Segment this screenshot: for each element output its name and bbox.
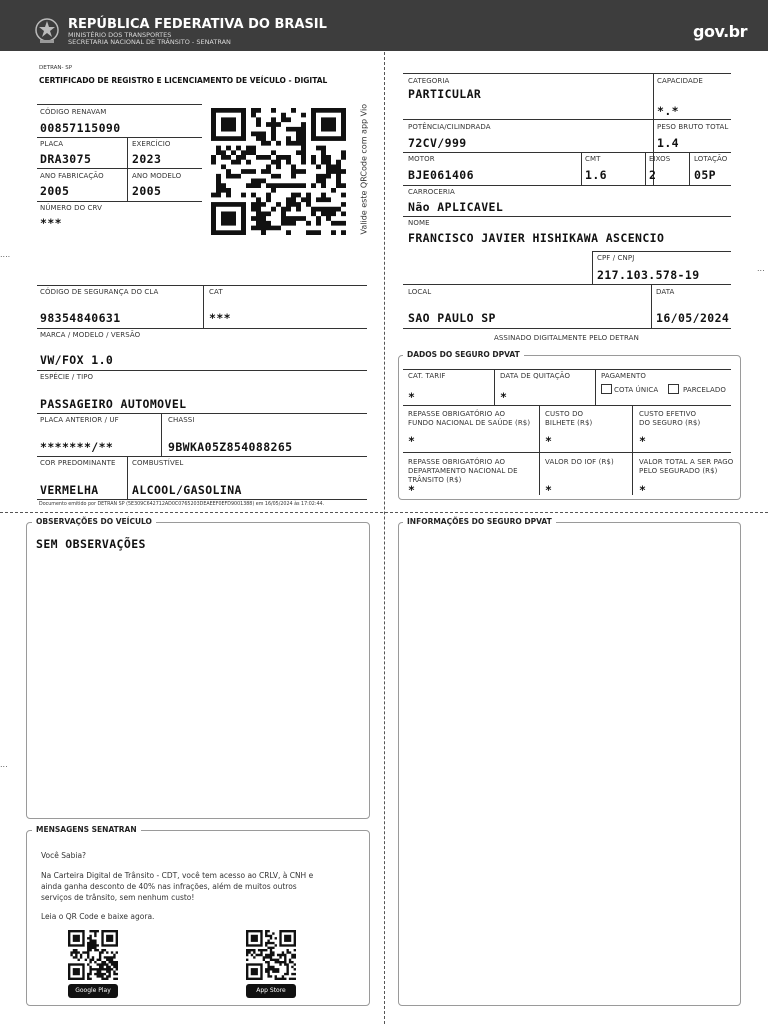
validation-qr-code	[211, 108, 346, 235]
lotacao-label: LOTAÇÃO	[694, 155, 728, 163]
rule	[37, 137, 202, 138]
rule	[37, 328, 367, 329]
qr-caption	[358, 103, 370, 236]
repasse-dnt-label-3: TRÂNSITO (R$)	[408, 476, 462, 484]
ano-fabricacao-value: 2005	[40, 184, 70, 198]
repasse-fns-label: REPASSE OBRIGATÓRIO AO	[408, 410, 506, 418]
combustivel-label: COMBUSTÍVEL	[132, 459, 184, 467]
capacidade-value: *.*	[657, 104, 679, 118]
rule	[651, 284, 652, 328]
app-store-badge-text: App Store	[256, 987, 286, 994]
rule	[403, 405, 731, 406]
observations-title: OBSERVAÇÕES DO VEÍCULO	[32, 517, 156, 526]
cmt-label: CMT	[585, 155, 601, 163]
rule	[37, 499, 367, 500]
exercicio-value: 2023	[132, 152, 162, 166]
chassi-value: 9BWKA05Z854088265	[168, 440, 293, 454]
ano-modelo-label: ANO MODELO	[132, 172, 182, 180]
dpvat-info-title: INFORMAÇÕES DO SEGURO DPVAT	[403, 517, 556, 526]
google-play-badge-text: Google Play	[75, 987, 111, 994]
renavam-value: 00857115090	[40, 121, 121, 135]
data-quitacao-label: DATA DE QUITAÇÃO	[500, 372, 571, 380]
emission-footer: Documento emitido por DETRAN SP (5E309C642712AD0C0765203DEAEEF0EFD9001388) em 16/05/2024 às 17:02:44.	[39, 502, 325, 507]
carroceria-value: Não APLICAVEL	[408, 200, 504, 214]
middle-dashed-divider	[0, 512, 768, 513]
ano-fabricacao-label: ANO FABRICAÇÃO	[40, 172, 104, 180]
cpf-label: CPF / CNPJ	[597, 254, 635, 262]
local-value: SAO PAULO SP	[408, 311, 496, 325]
rule	[403, 328, 731, 329]
renavam-label: CÓDIGO RENAVAM	[40, 108, 107, 116]
google-play-badge[interactable]	[68, 984, 118, 998]
motor-label: MOTOR	[408, 155, 435, 163]
chassi-label: CHASSI	[168, 416, 195, 424]
fold-marker: ...	[757, 264, 765, 273]
secretariat-name: SECRETARIA NACIONAL DE TRÂNSITO - SENATRAN	[68, 38, 231, 46]
categoria-label: CATEGORIA	[408, 77, 450, 85]
rule	[592, 251, 731, 252]
nome-value: FRANCISCO JAVIER HISHIKAWA ASCENCIO	[408, 231, 665, 245]
cat-tarif-value: *	[408, 390, 416, 404]
app-store-qr-code[interactable]	[246, 930, 296, 980]
repasse-fns-value: *	[408, 434, 416, 448]
fold-marker: ...	[0, 760, 8, 769]
local-label: LOCAL	[408, 288, 432, 296]
fold-marker: ....	[0, 250, 11, 259]
dpvat-title: DADOS DO SEGURO DPVAT	[403, 350, 524, 359]
repasse-dnt-value: *	[408, 483, 416, 497]
cota-unica-checkbox[interactable]	[601, 384, 612, 394]
repasse-dnt-label: REPASSE OBRIGATÓRIO AO	[408, 458, 506, 466]
app-store-badge[interactable]	[246, 984, 296, 998]
iof-value: *	[545, 483, 553, 497]
rule	[689, 152, 690, 185]
carroceria-label: CARROCERIA	[408, 188, 455, 196]
rule	[595, 369, 596, 405]
crv-value: ***	[40, 216, 62, 230]
cla-value: 98354840631	[40, 311, 121, 325]
pagamento-label: PAGAMENTO	[601, 372, 647, 380]
message-line-2: ainda ganha desconto de 40% nas infrações, além de muitos outros	[41, 882, 297, 891]
marca-label: MARCA / MODELO / VERSÃO	[40, 331, 141, 339]
rule	[161, 413, 162, 456]
custo-bilhete-label-2: BILHETE (R$)	[545, 419, 593, 427]
data-quitacao-value: *	[500, 390, 508, 404]
parcelado-checkbox[interactable]	[668, 384, 679, 394]
especie-value: PASSAGEIRO AUTOMOVEL	[40, 397, 187, 411]
rule	[581, 152, 582, 185]
combustivel-value: ALCOOL/GASOLINA	[132, 483, 242, 497]
data-label: DATA	[656, 288, 675, 296]
document-title: CERTIFICADO DE REGISTRO E LICENCIAMENTO DE VEÍCULO - DIGITAL	[39, 76, 328, 85]
republic-title: REPÚBLICA FEDERATIVA DO BRASIL	[68, 17, 327, 32]
parcelado-label: PARCELADO	[683, 386, 727, 394]
senatran-title: MENSAGENS SENATRAN	[32, 825, 141, 834]
rule	[403, 284, 731, 285]
ano-modelo-value: 2005	[132, 184, 162, 198]
marca-value: VW/FOX 1.0	[40, 353, 114, 367]
observations-box	[26, 522, 370, 819]
peso-label: PESO BRUTO TOTAL	[657, 123, 729, 131]
message-line-3: serviços de trânsito, sem nenhum custo!	[41, 893, 195, 902]
placa-anterior-value: *******/**	[40, 440, 114, 454]
cota-unica-label: COTA ÚNICA	[614, 386, 659, 394]
rule	[592, 251, 593, 284]
rule	[403, 73, 731, 74]
exercicio-label: EXERCÍCIO	[132, 140, 171, 148]
custo-bilhete-value: *	[545, 434, 553, 448]
valor-total-value: *	[639, 483, 647, 497]
cat-label: CAT	[209, 288, 223, 296]
capacidade-label: CAPACIDADE	[657, 77, 703, 85]
repasse-dnt-label-2: DEPARTAMENTO NACIONAL DE	[408, 467, 518, 475]
custo-efetivo-label: CUSTO EFETIVO	[639, 410, 697, 418]
brazil-coat-of-arms-icon	[34, 17, 60, 45]
rule	[403, 452, 731, 453]
rule	[403, 369, 731, 370]
motor-value: BJE061406	[408, 168, 474, 182]
ministry-name: MINISTÉRIO DOS TRANSPORTES	[68, 31, 172, 39]
rule	[632, 405, 633, 495]
eixos-label: EIXOS	[649, 155, 671, 163]
rule	[494, 369, 495, 405]
rule	[645, 152, 646, 185]
cat-tarif-label: CAT. TARIF	[408, 372, 446, 380]
rule	[403, 119, 731, 120]
cat-value: ***	[209, 311, 231, 325]
cla-label: CÓDIGO DE SEGURANÇA DO CLA	[40, 288, 159, 296]
qr-caption-text: Valide este QRCode com app Vio	[359, 103, 369, 235]
iof-label: VALOR DO IOF (R$)	[545, 458, 614, 466]
dpvat-info-box	[398, 522, 741, 1006]
data-value: 16/05/2024	[656, 311, 730, 325]
rule	[403, 185, 731, 186]
placa-anterior-label: PLACA ANTERIOR / UF	[40, 416, 119, 424]
rule	[403, 216, 731, 217]
cor-value: VERMELHA	[40, 483, 99, 497]
digital-signature-note: ASSINADO DIGITALMENTE PELO DETRAN	[494, 334, 639, 342]
rule	[127, 137, 128, 201]
crv-label: NÚMERO DO CRV	[40, 204, 103, 212]
rule	[37, 413, 367, 414]
valor-total-label: VALOR TOTAL A SER PAGO	[639, 458, 734, 466]
rule	[37, 456, 367, 457]
custo-bilhete-label: CUSTO DO	[545, 410, 584, 418]
issuer-label: DETRAN- SP	[39, 65, 73, 71]
did-you-know: Você Sabia?	[41, 851, 87, 860]
rule	[203, 285, 204, 328]
valor-total-label-2: PELO SEGURADO (R$)	[639, 467, 718, 475]
cmt-value: 1.6	[585, 168, 607, 182]
especie-label: ESPÉCIE / TIPO	[40, 373, 94, 381]
cpf-value: 217.103.578-19	[597, 268, 700, 282]
rule	[37, 370, 367, 371]
google-play-qr-code[interactable]	[68, 930, 118, 980]
rule	[37, 285, 367, 286]
message-line-1: Na Carteira Digital de Trânsito - CDT, você tem acesso ao CRLV, à CNH e	[41, 871, 314, 880]
potencia-value: 72CV/999	[408, 136, 467, 150]
center-dashed-divider	[384, 52, 385, 1024]
placa-value: DRA3075	[40, 152, 92, 166]
nome-label: NOME	[408, 219, 430, 227]
custo-efetivo-label-2: DO SEGURO (R$)	[639, 419, 701, 427]
lotacao-value: 05P	[694, 168, 716, 182]
peso-value: 1.4	[657, 136, 679, 150]
observations-text: SEM OBSERVAÇÕES	[36, 537, 146, 551]
repasse-fns-label-2: FUNDO NACIONAL DE SAÚDE (R$)	[408, 419, 531, 427]
eixos-value: 2	[649, 168, 657, 182]
rule	[539, 405, 540, 495]
rule	[37, 168, 202, 169]
rule	[127, 456, 128, 499]
rule	[37, 104, 202, 105]
potencia-label: POTÊNCIA/CILINDRADA	[408, 123, 491, 131]
custo-efetivo-value: *	[639, 434, 647, 448]
placa-label: PLACA	[40, 140, 64, 148]
rule	[37, 201, 202, 202]
rule	[403, 152, 731, 153]
govbr-logo: gov.br	[693, 22, 747, 41]
cor-label: COR PREDOMINANTE	[40, 459, 116, 467]
categoria-value: PARTICULAR	[408, 87, 482, 101]
message-line-4: Leia o QR Code e baixe agora.	[41, 912, 155, 921]
